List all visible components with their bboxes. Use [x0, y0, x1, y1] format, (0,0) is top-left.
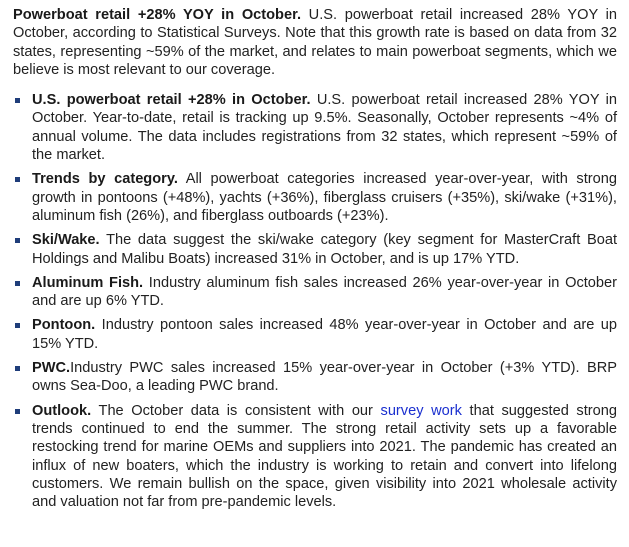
bullet-text: The October data is consistent with our — [91, 402, 381, 419]
square-bullet-icon — [15, 98, 20, 103]
bullet-aluminum-fish — [13, 274, 617, 311]
bullet-lead: U.S. powerboat retail +28% in October. — [32, 92, 311, 109]
square-bullet-icon — [15, 323, 20, 328]
bullet-text: U.S. powerboat retail increased 28% YOY in October. Year-to-date, retail is tracking up 9.5%. Seasonally, October represents ~4% of annual volume. The data includes registrations from 32 states, which represent ~59% of the market. — [32, 92, 617, 164]
intro-paragraph — [13, 6, 617, 79]
bullet-lead: Trends by category. — [32, 171, 178, 188]
bullet-lead: Pontoon. — [32, 317, 96, 334]
bullet-pontoon — [13, 316, 617, 353]
bullet-us-powerboat-retail — [13, 91, 617, 164]
bullet-text: Industry PWC sales increased 15% year-over-year in October (+3% YTD). BRP owns Sea-Doo, a leading PWC brand. — [32, 360, 617, 395]
survey-work-link[interactable]: survey work — [380, 402, 462, 419]
bullet-trends-by-category — [13, 170, 617, 225]
bullet-list — [13, 91, 617, 511]
bullet-outlook — [13, 402, 617, 512]
intro-text: U.S. powerboat retail increased 28% YOY in October, according to Statistical Surveys. Note that this growth rate is based on data from 32 states, representing ~59% of the market, and relates to main powerboat segments, which we believe is most relevant to our coverage. — [13, 7, 617, 78]
bullet-text: All powerboat categories increased year-over-year, with strong growth in pontoons (+48%), yachts (+36%), fiberglass cruisers (+35%), ski/wake (+31%), aluminum fish (26%), and fiberglass outboards (+23%). — [32, 171, 617, 224]
bullet-ski-wake — [13, 231, 617, 268]
square-bullet-icon — [15, 238, 20, 243]
intro-lead: Powerboat retail +28% YOY in October. — [13, 7, 302, 23]
bullet-lead: Aluminum Fish. — [32, 274, 144, 291]
bullet-pwc — [13, 359, 617, 396]
bullet-lead: Outlook. — [32, 402, 92, 419]
bullet-text: that suggested strong trends continued to end the summer. The strong retail activity sets up a favorable restocking trend for marine OEMs and suppliers into 2021. The pandemic has created an influx of new boaters, which the industry is working to retain and convert into lifelong customers. We remain bullish on the space, given visibility into 2021 wholesale activity and valuation not far from pre-pandemic levels. — [32, 402, 617, 511]
bullet-lead: PWC. — [32, 360, 71, 377]
bullet-lead: Ski/Wake. — [32, 232, 100, 249]
square-bullet-icon — [15, 409, 20, 414]
square-bullet-icon — [15, 281, 20, 286]
bullet-text: Industry aluminum fish sales increased 26% year-over-year in October and are up 6% YTD. — [32, 274, 618, 310]
bullet-text: Industry pontoon sales increased 48% year-over-year in October and are up 15% YTD. — [32, 317, 617, 352]
square-bullet-icon — [15, 366, 20, 371]
bullet-text: The data suggest the ski/wake category (key segment for MasterCraft Boat Holdings and Malibu Boats) increased 31% in October, and is up 17% YTD. — [32, 232, 617, 267]
square-bullet-icon — [15, 177, 20, 182]
